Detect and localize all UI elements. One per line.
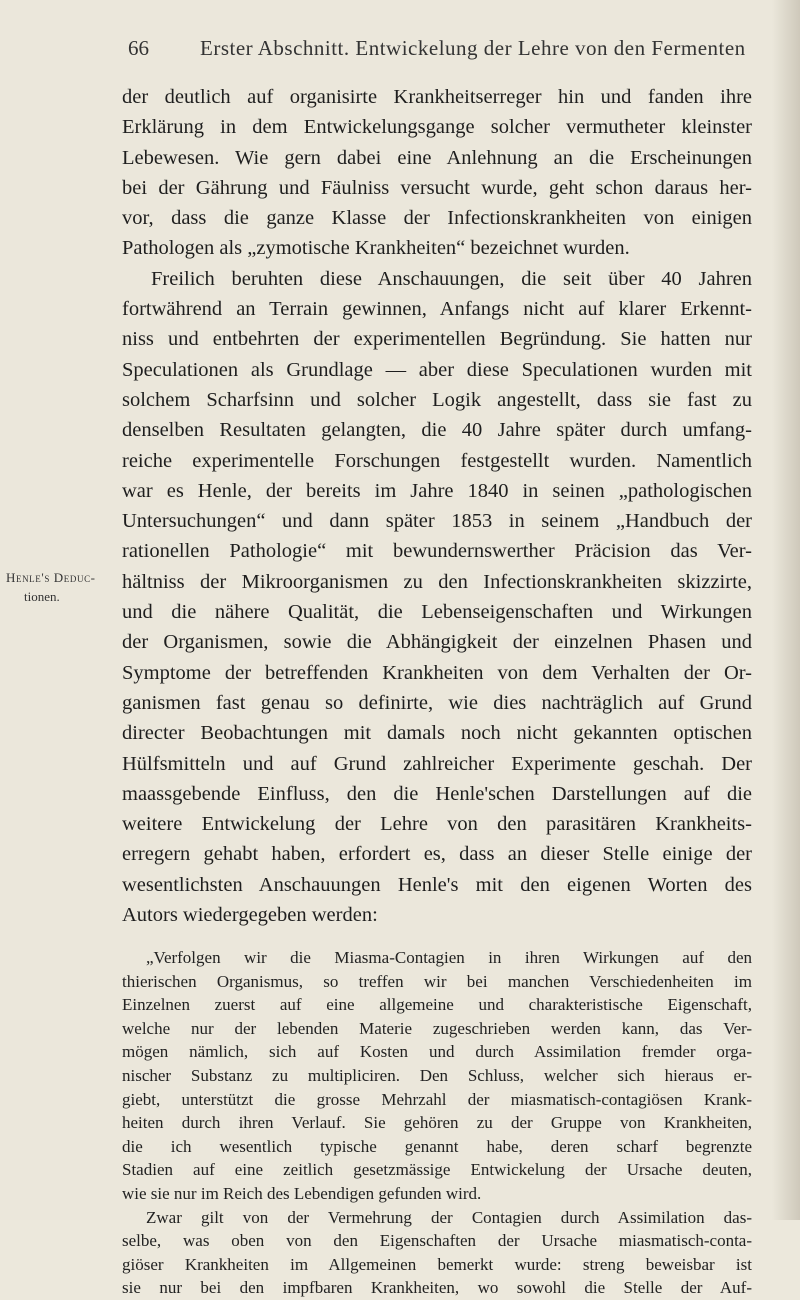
quote-line: heiten durch ihren Verlauf. Sie gehören zu der Gruppe von Krankheiten, [122,1113,752,1133]
body-line: hältniss der Mikroorganismen zu den Infectionskrankheiten skizzirte, [122,570,752,593]
body-line: reiche experimentelle Forschungen festgestellt wurden. Namentlich [122,449,752,472]
margin-note-line-2: tionen. [24,589,60,604]
body-line: war es Henle, der bereits im Jahre 1840 in seinen „pathologischen [122,479,752,502]
main-paragraphs [122,82,752,930]
page-number: 66 [128,36,149,60]
quote-line: giebt, unterstützt die grosse Mehrzahl der miasmatisch-contagiösen Krank- [122,1089,752,1109]
quote-line: thierischen Organismus, so treffen wir bei manchen Verschiedenheiten im [122,971,752,991]
running-title: Erster Abschnitt. Entwickelung der Lehre von den Fermenten [200,36,746,60]
quote-line: Stadien auf eine zeitlich gesetzmässige Entwickelung der Ursache deuten, [122,1160,752,1180]
margin-note-line-1: Henle's Deduc- [6,570,96,585]
quote-line: Zwar gilt von der Vermehrung der Contagien durch Assimilation das- [146,1207,752,1227]
body-line: Symptome der betreffenden Krankheiten von dem Verhalten der Or- [122,661,752,684]
body-line: niss und entbehrten der experimentellen Begründung. Sie hatten nur [122,328,752,351]
quote-line: selbe, was oben von den Eigenschaften der Ursache miasmatisch-conta- [122,1231,752,1251]
quote-line: wie sie nur im Reich des Lebendigen gefunden wird. [122,1183,482,1203]
quote-line: „Verfolgen wir die Miasma-Contagien in ihren Wirkungen auf den [146,948,752,967]
body-line: maassgebende Einfluss, den die Henle'schen Darstellungen auf die [122,782,752,805]
quote-line: nischer Substanz zu multipliciren. Den Schluss, welcher sich hieraus er- [122,1065,752,1085]
block-quotation [122,946,752,1300]
quote-line: Einzelnen zuerst auf eine allgemeine und charakteristische Eigenschaft, [122,995,752,1015]
running-header [128,30,748,62]
body-line: wesentlichsten Anschauungen Henle's mit den eigenen Worten des [122,873,752,896]
body-line: fortwährend an Terrain gewinnen, Anfangs nicht auf klarer Erkennt- [122,298,752,321]
body-line: weitere Entwickelung der Lehre von den parasitären Krankheits- [122,813,752,836]
body-line: Untersuchungen“ und dann später 1853 in seinem „Handbuch der [122,510,752,533]
body-line: Erklärung in dem Entwickelungsgange solcher vermutheter kleinster [122,116,752,139]
body-line: Freilich beruhten diese Anschauungen, die seit über 40 Jahren [151,267,752,290]
body-line: Speculationen als Grundlage — aber diese Speculationen wurden mit [122,358,752,381]
body-line: ganismen fast genau so definirte, wie dies nachträglich auf Grund [122,691,752,714]
body-line: Hülfsmitteln und auf Grund zahlreicher Experimente geschah. Der [122,752,752,775]
body-line: Autors wiedergegeben werden: [122,904,378,927]
quote-line: giöser Krankheiten im Allgemeinen bemerkt wurde: streng beweisbar ist [122,1254,752,1274]
body-line: der Organismen, sowie die Abhängigkeit der einzelnen Phasen und [122,631,752,654]
body-line: bei der Gährung und Fäulniss versucht wurde, geht schon daraus her- [122,176,752,199]
body-line: vor, dass die ganze Klasse der Infectionskrankheiten von einigen [122,207,752,230]
quote-line: sie nur bei den impfbaren Krankheiten, wo sowohl die Stelle der Auf- [122,1278,752,1298]
quote-line: welche nur der lebenden Materie zugeschrieben werden kann, das Ver- [122,1018,752,1038]
body-line: Lebewesen. Wie gern dabei eine Anlehnung an die Erscheinungen [122,146,752,169]
body-line: der deutlich auf organisirte Krankheitserreger hin und fanden ihre [122,86,752,108]
page-edge-shadow [772,0,800,1220]
body-line: solchem Scharfsinn und solcher Logik angestellt, dass sie fast zu [122,388,752,411]
body-line: rationellen Pathologie“ mit bewundernswerther Präcision das Ver- [122,540,752,563]
quote-line: mögen nämlich, sich auf Kosten und durch Assimilation fremder orga- [122,1042,752,1062]
body-line: und die nähere Qualität, die Lebenseigenschaften und Wirkungen [122,601,752,624]
body-line: erregern gehabt haben, erfordert es, dass an dieser Stelle einige der [122,843,752,866]
body-line: denselben Resultaten gelangten, die 40 Jahre später durch umfang- [122,419,752,442]
margin-note [6,568,118,606]
quote-line: die ich wesentlich typische genannt habe, deren scharf begrenzte [122,1136,752,1156]
body-line: directer Beobachtungen mit damals noch nicht gekannten optischen [122,722,752,745]
body-line: Pathologen als „zymotische Krankheiten“ bezeichnet wurden. [122,237,630,260]
